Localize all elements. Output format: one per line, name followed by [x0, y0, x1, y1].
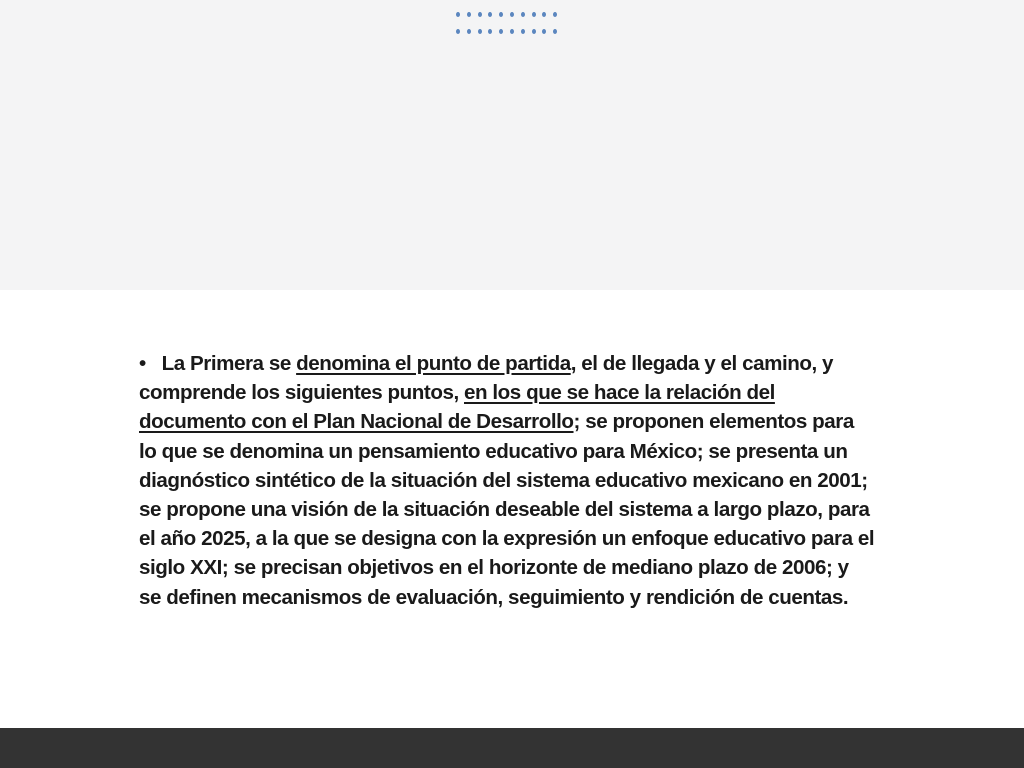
dot [521, 12, 525, 17]
dot [532, 29, 536, 34]
underlined-phrase-punto-de-partida: denomina el punto de partida [296, 352, 571, 375]
slide-header-band [0, 0, 1024, 290]
dot [499, 12, 503, 17]
bullet-marker: • [139, 352, 146, 375]
dot [467, 29, 471, 34]
dot-grid-icon [453, 6, 559, 40]
text-segment: La Primera se [161, 352, 297, 375]
dot [553, 12, 557, 17]
dot [456, 29, 460, 34]
underlined-phrase-plan-nacional: en los que se hace la relación del documento con el Plan Nacional de Desarrollo [139, 381, 775, 434]
dot [521, 29, 525, 34]
dot [532, 12, 536, 17]
text-segment: , el de llegada y el camino, y comprende los siguientes puntos, [139, 352, 834, 405]
dot [542, 12, 546, 17]
dot [456, 12, 460, 17]
dot [510, 12, 514, 17]
slide-footer-bar [0, 728, 1024, 768]
dot [488, 29, 492, 34]
dot [478, 29, 482, 34]
dot [510, 29, 514, 34]
text-segment: ; se proponen elementos para lo que se denomina un pensamiento educativo para México; se presenta un diagnóstico sintético de la situación del sistema educativo mexicano en 2001; se propone una visión de la situación deseable del sistema a largo plazo, para el año 2025, a la que se designa con la expresión un enfoque educativo para el siglo XXI; se precisan objetivos en el horizonte de mediano plazo de 2006; y se definen mecanismos de evaluación, seguimiento y rendición de cuentas. [139, 410, 875, 609]
slide-content [139, 349, 875, 612]
dot [478, 12, 482, 17]
bullet-paragraph [139, 349, 875, 612]
dot [499, 29, 503, 34]
dot [542, 29, 546, 34]
dot [467, 12, 471, 17]
dot [488, 12, 492, 17]
dot [553, 29, 557, 34]
